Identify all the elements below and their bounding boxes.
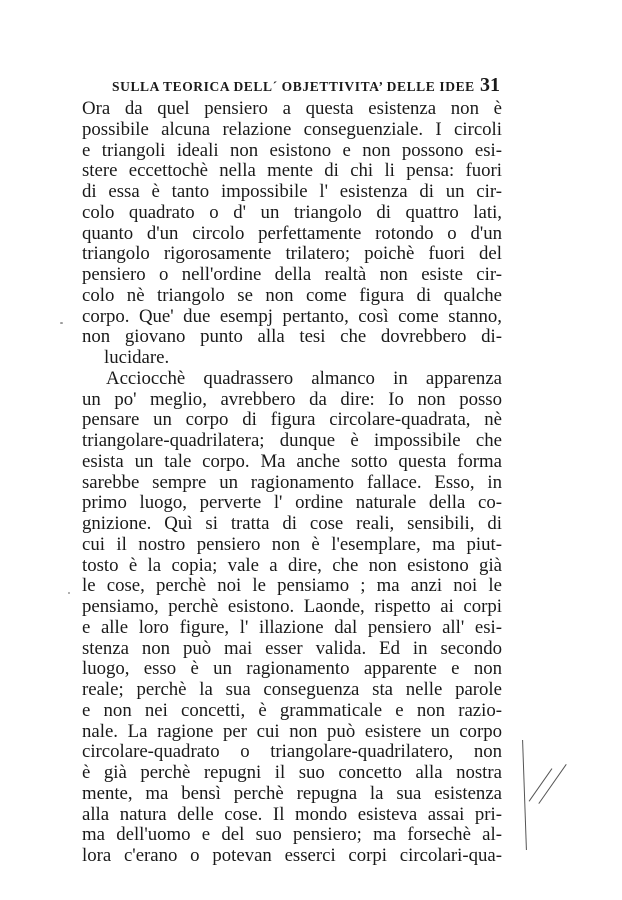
text-line: gnizione. Quì si tratta di cose reali, sensibili, di [82, 513, 502, 534]
text-line: di essa è tanto impossibile l' esistenza di un cir- [82, 181, 502, 202]
running-title: SULLA TEORICA DELL´ OBJETTIVITA’ DELLE IDEE [112, 79, 475, 94]
text-line: Ora da quel pensiero a questa esistenza non è [82, 98, 502, 119]
text-line: primo luogo, perverte l' ordine naturale della co- [82, 492, 502, 514]
text-line: triangolare-quadrilatera; dunque è impossibile che [82, 430, 502, 451]
text-line: circolare-quadrato o triangolare-quadrilatero, non [82, 741, 502, 763]
text-line: nale. La ragione per cui non può esistere un corpo [82, 720, 502, 742]
text-line: possibile alcuna relazione conseguenziale. I circoli [82, 118, 502, 140]
text-line: cui il nostro pensiero non è l'esemplare, ma piut- [82, 533, 502, 555]
text-line: stere eccettochè nella mente di chi li pensa: fuori [82, 160, 502, 182]
text-line: esista un tale corpo. Ma anche sotto questa forma [82, 450, 502, 472]
text-line: è già perchè repugni il suo concetto alla nostra [82, 762, 502, 783]
page-number: 31 [480, 74, 500, 96]
text-line: ma dell'uomo e del suo pensiero; ma forsechè al- [82, 824, 502, 846]
text-line: reale; perchè la sua conseguenza sta nelle parole [82, 679, 502, 700]
body-text [82, 99, 502, 867]
text-line: triangolo rigorosamente trilatero; poichè fuori del [82, 243, 502, 265]
text-line: colo quadrato o d' un triangolo di quattro lati, [82, 201, 502, 223]
text-line: e triangoli ideali non esistono e non possono esi- [82, 139, 502, 161]
text-line: pensiero o nell'ordine della realtà non esiste cir- [82, 264, 502, 285]
text-line: luogo, esso è un ragionamento apparente e non [82, 658, 502, 680]
text-line: sarebbe sempre un ragionamento fallace. Esso, in [82, 471, 502, 493]
text-line: non giovano punto alla tesi che dovrebbero di- [82, 326, 502, 348]
text-line: lora c'erano o potevan esserci corpi circolari-qua- [82, 845, 502, 866]
paper-speck [68, 592, 70, 594]
text-line: tosto è la copia; vale a dire, che non esistono già [82, 554, 502, 576]
margin-pencil-line [522, 740, 527, 850]
paragraph-start-line: Acciocchè quadrassero almanco in apparenza [106, 367, 502, 389]
text-line: stenza non può mai esser valida. Ed in secondo [82, 637, 502, 659]
text-line: un po' meglio, avrebbero da dire: Io non posso [82, 388, 502, 410]
text-line: pensiamo, perchè esistono. Laonde, rispetto ai corpi [82, 596, 502, 617]
text-line: quanto d'un circolo perfettamente rotondo o d'un [82, 222, 502, 244]
text-line: alla natura delle cose. Il mondo esisteva assai pri- [82, 803, 502, 825]
text-line: pensare un corpo di figura circolare-quadrata, nè [82, 409, 502, 431]
paper-speck [60, 322, 63, 324]
text-line: corpo. Que' due esempj pertanto, così come stanno, [82, 305, 502, 327]
text-line: lucidare. [104, 347, 170, 368]
text-line: colo nè triangolo se non come figura di qualche [82, 284, 502, 306]
margin-pencil-slash [529, 768, 553, 801]
running-head [112, 74, 500, 98]
margin-pencil-slash [538, 764, 567, 804]
text-line: e non nei concetti, è grammaticale e non razio- [82, 699, 502, 721]
text-line: e alle loro figure, l' illazione dal pensiero all' esi- [82, 616, 502, 638]
text-line: le cose, perchè noi le pensiamo ; ma anzi noi le [82, 575, 502, 597]
text-line: mente, ma bensì perchè repugna la sua esistenza [82, 782, 502, 804]
